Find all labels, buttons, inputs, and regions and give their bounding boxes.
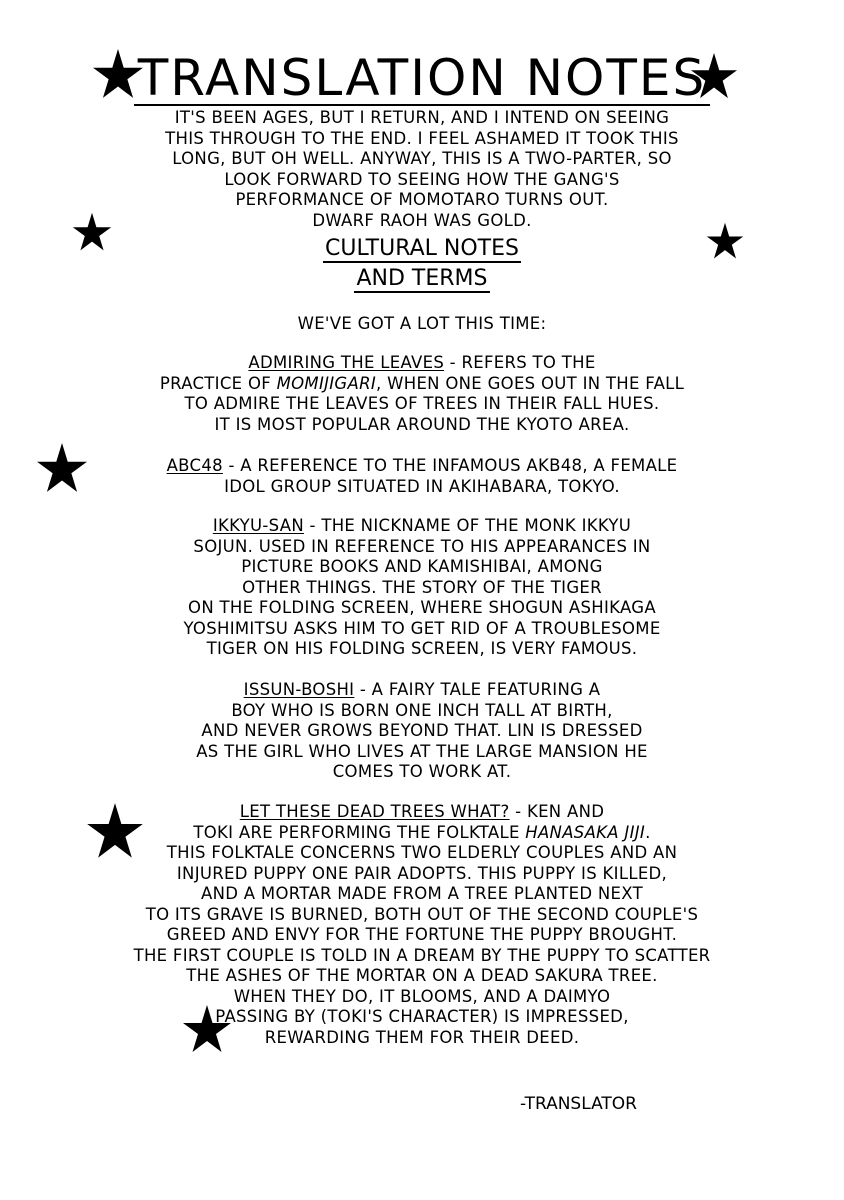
note-term: IKKYU-SAN [212, 516, 304, 535]
note-term: ISSUN-BOSHI [243, 680, 355, 699]
note-admiring-leaves: ADMIRING THE LEAVES - REFERS TO THE PRACTICE OF MOMIJIGARI, WHEN ONE GOES OUT IN THE FALL TO ADMIRE THE LEAVES OF TREES IN THEIR FALL HUES. IT IS MOST POPULAR AROUND THE KYOTO AREA. [159, 353, 685, 434]
note-term: LET THESE DEAD TREES WHAT? [239, 802, 510, 821]
signature: -TRANSLATOR [520, 1094, 637, 1114]
page-title: TRANSLATION NOTES [0, 52, 844, 106]
note-issun-boshi: ISSUN-BOSHI - A FAIRY TALE FEATURING A BOY WHO IS BORN ONE INCH TALL AT BIRTH, AND NEVER GROWS BEYOND THAT. LIN IS DRESSED AS THE GIRL WHO LIVES AT THE LARGE MANSION HE COMES TO WORK AT. [196, 680, 648, 781]
section-heading-line-2: AND TERMS [356, 266, 488, 291]
note-ikkyu-san: IKKYU-SAN - THE NICKNAME OF THE MONK IKKYU SOJUN. USED IN REFERENCE TO HIS APPEARANCES IN PICTURE BOOKS AND KAMISHIBAI, AMONG OTHER THINGS. THE STORY OF THE TIGER ON THE FOLDING SCREEN, WHERE SHOGUN ASHIKAGA YOSHIMITSU ASKS HIM TO GET RID OF A TROUBLESOME TIGER ON HIS FOLDING SCREEN, IS VERY FAMOUS. [183, 516, 661, 658]
note-term: ADMIRING THE LEAVES [248, 353, 445, 372]
section-heading: CULTURAL NOTES [324, 236, 519, 261]
note-abc48: ABC48 - A REFERENCE TO THE INFAMOUS AKB48, A FEMALE IDOL GROUP SITUATED IN AKIHABARA, TOKYO. [166, 456, 678, 496]
lead-text: WE'VE GOT A LOT THIS TIME: [297, 314, 547, 333]
intro-paragraph: IT'S BEEN AGES, BUT I RETURN, AND I INTEND ON SEEING THIS THROUGH TO THE END. I FEEL ASHAMED IT TOOK THIS LONG, BUT OH WELL. ANYWAY, THIS IS A TWO-PARTER, SO LOOK FORWARD TO SEEING HOW THE GANG'S PERFORMANCE OF MOMOTARO TURNS OUT. DWARF RAOH WAS GOLD. [165, 108, 679, 230]
note-term: ABC48 [166, 456, 223, 475]
note-dead-trees: LET THESE DEAD TREES WHAT? - KEN AND TOKI ARE PERFORMING THE FOLKTALE HANASAKA JIJI. THIS FOLKTALE CONCERNS TWO ELDERLY COUPLES AND AN INJURED PUPPY ONE PAIR ADOPTS. THIS PUPPY IS KILLED, AND A MORTAR MADE FROM A TREE PLANTED NEXT TO ITS GRAVE IS BURNED, BOTH OUT OF THE SECOND COUPLE'S GREED AND ENVY FOR THE FORTUNE THE PUPPY BROUGHT. THE FIRST COUPLE IS TOLD IN A DREAM BY THE PUPPY TO SCATTER THE ASHES OF THE MORTAR ON A DEAD SAKURA TREE. WHEN THEY DO, IT BLOOMS, AND A DAIMYO PASSING BY (TOKI'S CHARACTER) IS IMPRESSED, REWARDING THEM FOR THEIR DEED. [133, 802, 711, 1047]
